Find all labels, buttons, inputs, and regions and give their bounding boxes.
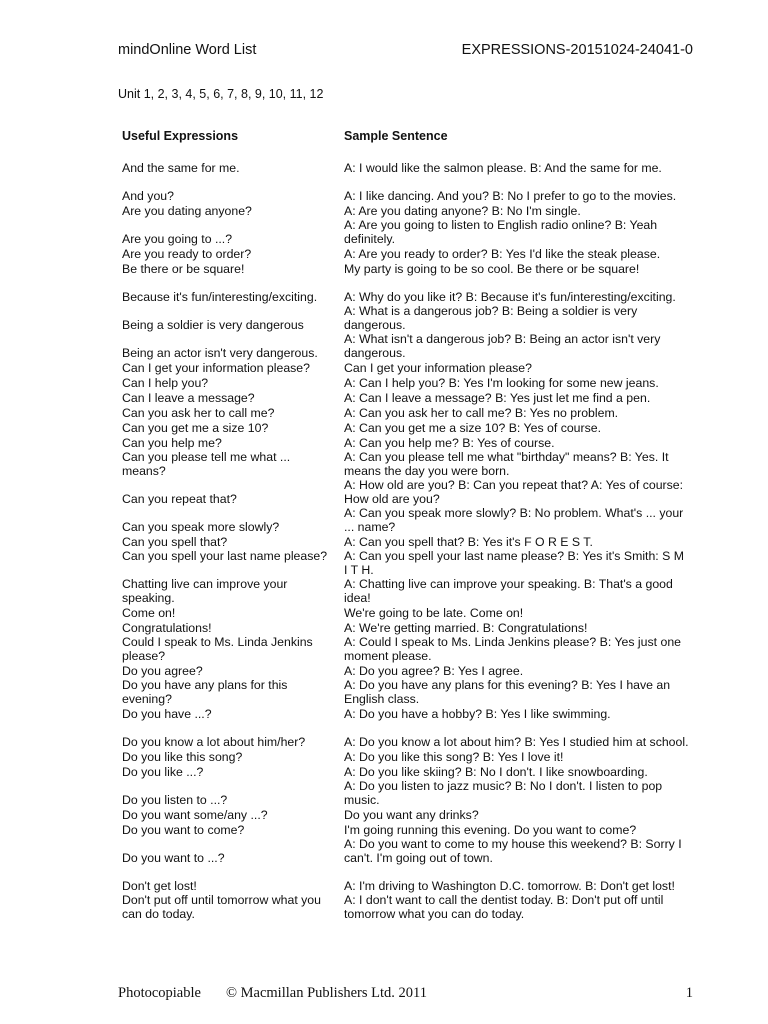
sentence-cell: A: Could I speak to Ms. Linda Jenkins please? B: Yes just one moment please.: [344, 635, 682, 663]
expression-cell: Can you get me a size 10?: [122, 421, 269, 435]
sentence-cell: A: Are you ready to order? B: Yes I'd like the steak please.: [344, 247, 661, 261]
page-number: 1: [685, 985, 693, 1001]
table-row: [0, 577, 768, 605]
table-row: [0, 506, 768, 534]
expression-cell: Do you listen to ...?: [122, 793, 228, 807]
photocopiable-label: Photocopiable: [118, 985, 201, 1001]
sentence-cell: A: Can you get me a size 10? B: Yes of course.: [344, 421, 602, 435]
sentence-cell: A: Why do you like it? B: Because it's fun/interesting/exciting.: [344, 290, 676, 304]
expression-cell: Come on!: [122, 606, 176, 620]
table-row: [0, 435, 768, 450]
expression-cell: Do you like ...?: [122, 765, 204, 779]
table-row: [0, 218, 768, 246]
expression-cell: Can you speak more slowly?: [122, 520, 280, 534]
expression-cell: Can you spell your last name please?: [122, 549, 328, 563]
sentence-cell: A: We're getting married. B: Congratulations!: [344, 621, 588, 635]
expression-cell: Can I leave a message?: [122, 391, 255, 405]
sentence-cell: A: Are you going to listen to English radio online? B: Yeah definitely.: [344, 218, 658, 246]
table-row: [0, 620, 768, 635]
expression-cell: Being an actor isn't very dangerous.: [122, 346, 318, 360]
expression-cell: Congratulations!: [122, 621, 212, 635]
table-row: [0, 807, 768, 822]
sentence-cell: A: Can I leave a message? B: Yes just let me find a pen.: [344, 391, 651, 405]
sentence-cell: A: Can you spell your last name please? B: Yes it's Smith: S M I T H.: [344, 549, 684, 577]
column-header-sentence: Sample Sentence: [344, 129, 448, 143]
table-row: [0, 822, 768, 837]
sentence-cell: A: Do you agree? B: Yes I agree.: [344, 664, 524, 678]
sentence-cell: A: Can you spell that? B: Yes it's F O R E S T.: [344, 535, 593, 549]
table-row: [0, 779, 768, 807]
table-row: [0, 304, 768, 332]
table-row: [0, 203, 768, 218]
column-header-expressions: Useful Expressions: [122, 129, 239, 143]
sentence-cell: A: Do you have any plans for this evening? B: Yes I have an English class.: [344, 678, 671, 706]
table-row: [0, 721, 768, 749]
expression-cell: Are you going to ...?: [122, 232, 233, 246]
sentence-cell: I'm going running this evening. Do you want to come?: [344, 823, 637, 837]
expression-cell: Can you repeat that?: [122, 492, 237, 506]
table-row: [0, 332, 768, 360]
table-row: [0, 534, 768, 549]
expression-cell: Chatting live can improve your speaking.: [122, 577, 288, 605]
sentence-cell: A: Can you ask her to call me? B: Yes no problem.: [344, 406, 619, 420]
expression-cell: Can you please tell me what ... means?: [122, 450, 291, 478]
expression-cell: Can you help me?: [122, 436, 222, 450]
expression-cell: Can I get your information please?: [122, 361, 310, 375]
table-row: [0, 246, 768, 261]
table-row: [0, 450, 768, 478]
page-header: [118, 42, 693, 58]
header-title: mindOnline Word List: [118, 42, 257, 58]
expression-cell: Do you have any plans for this evening?: [122, 678, 288, 706]
sentence-cell: A: Do you want to come to my house this weekend? B: Sorry I can't. I'm going out of town.: [344, 837, 682, 865]
expression-cell: Can you spell that?: [122, 535, 228, 549]
table-row: [0, 276, 768, 304]
expression-cell: And the same for me.: [122, 161, 240, 175]
expression-cell: Do you have ...?: [122, 707, 212, 721]
table-row: [0, 160, 768, 175]
sentence-cell: A: I don't want to call the dentist today. B: Don't put off until tomorrow what you can do today.: [344, 893, 664, 921]
table-row: [0, 749, 768, 764]
sentence-cell: A: Do you know a lot about him? B: Yes I studied him at school.: [344, 735, 689, 749]
expression-cell: Can you ask her to call me?: [122, 406, 275, 420]
sentence-cell: A: Chatting live can improve your speaking. B: That's a good idea!: [344, 577, 673, 605]
table-row: [0, 360, 768, 375]
expression-cell: Because it's fun/interesting/exciting.: [122, 290, 318, 304]
sentence-cell: A: Do you like this song? B: Yes I love it!: [344, 750, 564, 764]
sentence-cell: A: Can you speak more slowly? B: No problem. What's ... your ... name?: [344, 506, 684, 534]
expression-cell: Be there or be square!: [122, 262, 245, 276]
sentence-cell: We're going to be late. Come on!: [344, 606, 524, 620]
table-row: [0, 390, 768, 405]
table-row: [0, 549, 768, 577]
table-row: [0, 837, 768, 865]
sentence-cell: A: Are you dating anyone? B: No I'm single.: [344, 204, 581, 218]
expression-cell: Don't get lost!: [122, 879, 197, 893]
expression-cell: Can I help you?: [122, 376, 209, 390]
expression-cell: Do you know a lot about him/her?: [122, 735, 306, 749]
sentence-cell: A: I'm driving to Washington D.C. tomorrow. B: Don't get lost!: [344, 879, 675, 893]
sentence-cell: A: Can I help you? B: Yes I'm looking for some new jeans.: [344, 376, 659, 390]
sentence-cell: A: Do you have a hobby? B: Yes I like swimming.: [344, 707, 611, 721]
table-row: [0, 893, 768, 921]
expression-cell: Do you want to ...?: [122, 851, 225, 865]
expression-cell: Are you ready to order?: [122, 247, 252, 261]
expression-cell: Are you dating anyone?: [122, 204, 252, 218]
sentence-cell: A: I like dancing. And you? B: No I prefer to go to the movies.: [344, 189, 677, 203]
copyright-notice: © Macmillan Publishers Ltd. 2011: [226, 985, 427, 1001]
sentence-cell: A: What is a dangerous job? B: Being a soldier is very dangerous.: [344, 304, 638, 332]
table-row: [0, 865, 768, 893]
sentence-cell: A: I would like the salmon please. B: And the same for me.: [344, 161, 662, 175]
sentence-cell: A: What isn't a dangerous job? B: Being an actor isn't very dangerous.: [344, 332, 661, 360]
units-line: Unit 1, 2, 3, 4, 5, 6, 7, 8, 9, 10, 11, 12: [118, 87, 324, 101]
sentence-cell: A: Can you please tell me what "birthday" means? B: Yes. It means the day you were born.: [344, 450, 669, 478]
table-row: [0, 706, 768, 721]
expression-cell: Do you like this song?: [122, 750, 243, 764]
sentence-cell: Do you want any drinks?: [344, 808, 479, 822]
table-row: [0, 678, 768, 706]
sentence-cell: A: Do you like skiing? B: No I don't. I like snowboarding.: [344, 765, 648, 779]
sentence-cell: A: Do you listen to jazz music? B: No I don't. I listen to pop music.: [344, 779, 663, 807]
table-row: [0, 375, 768, 390]
sentence-cell: A: Can you help me? B: Yes of course.: [344, 436, 555, 450]
header-code: EXPRESSIONS-20151024-24041-0: [461, 42, 693, 58]
sentence-cell: A: How old are you? B: Can you repeat that? A: Yes of course: How old are you?: [344, 478, 684, 506]
expression-cell: Do you want some/any ...?: [122, 808, 268, 822]
expression-cell: And you?: [122, 189, 174, 203]
table-row: [0, 478, 768, 506]
expression-cell: Don't put off until tomorrow what you can do today.: [122, 893, 321, 921]
table-row: [0, 420, 768, 435]
table-row: [0, 175, 768, 203]
expression-cell: Do you want to come?: [122, 823, 245, 837]
sentence-cell: My party is going to be so cool. Be there or be square!: [344, 262, 640, 276]
sentence-cell: Can I get your information please?: [344, 361, 532, 375]
table-row: [0, 605, 768, 620]
table-row: [0, 764, 768, 779]
expression-cell: Do you agree?: [122, 664, 203, 678]
table-row: [0, 261, 768, 276]
expression-cell: Being a soldier is very dangerous: [122, 318, 304, 332]
table-row: [0, 663, 768, 678]
table-row: [0, 405, 768, 420]
expression-cell: Could I speak to Ms. Linda Jenkins please?: [122, 635, 313, 663]
table-row: [0, 635, 768, 663]
expressions-table: [0, 160, 768, 921]
